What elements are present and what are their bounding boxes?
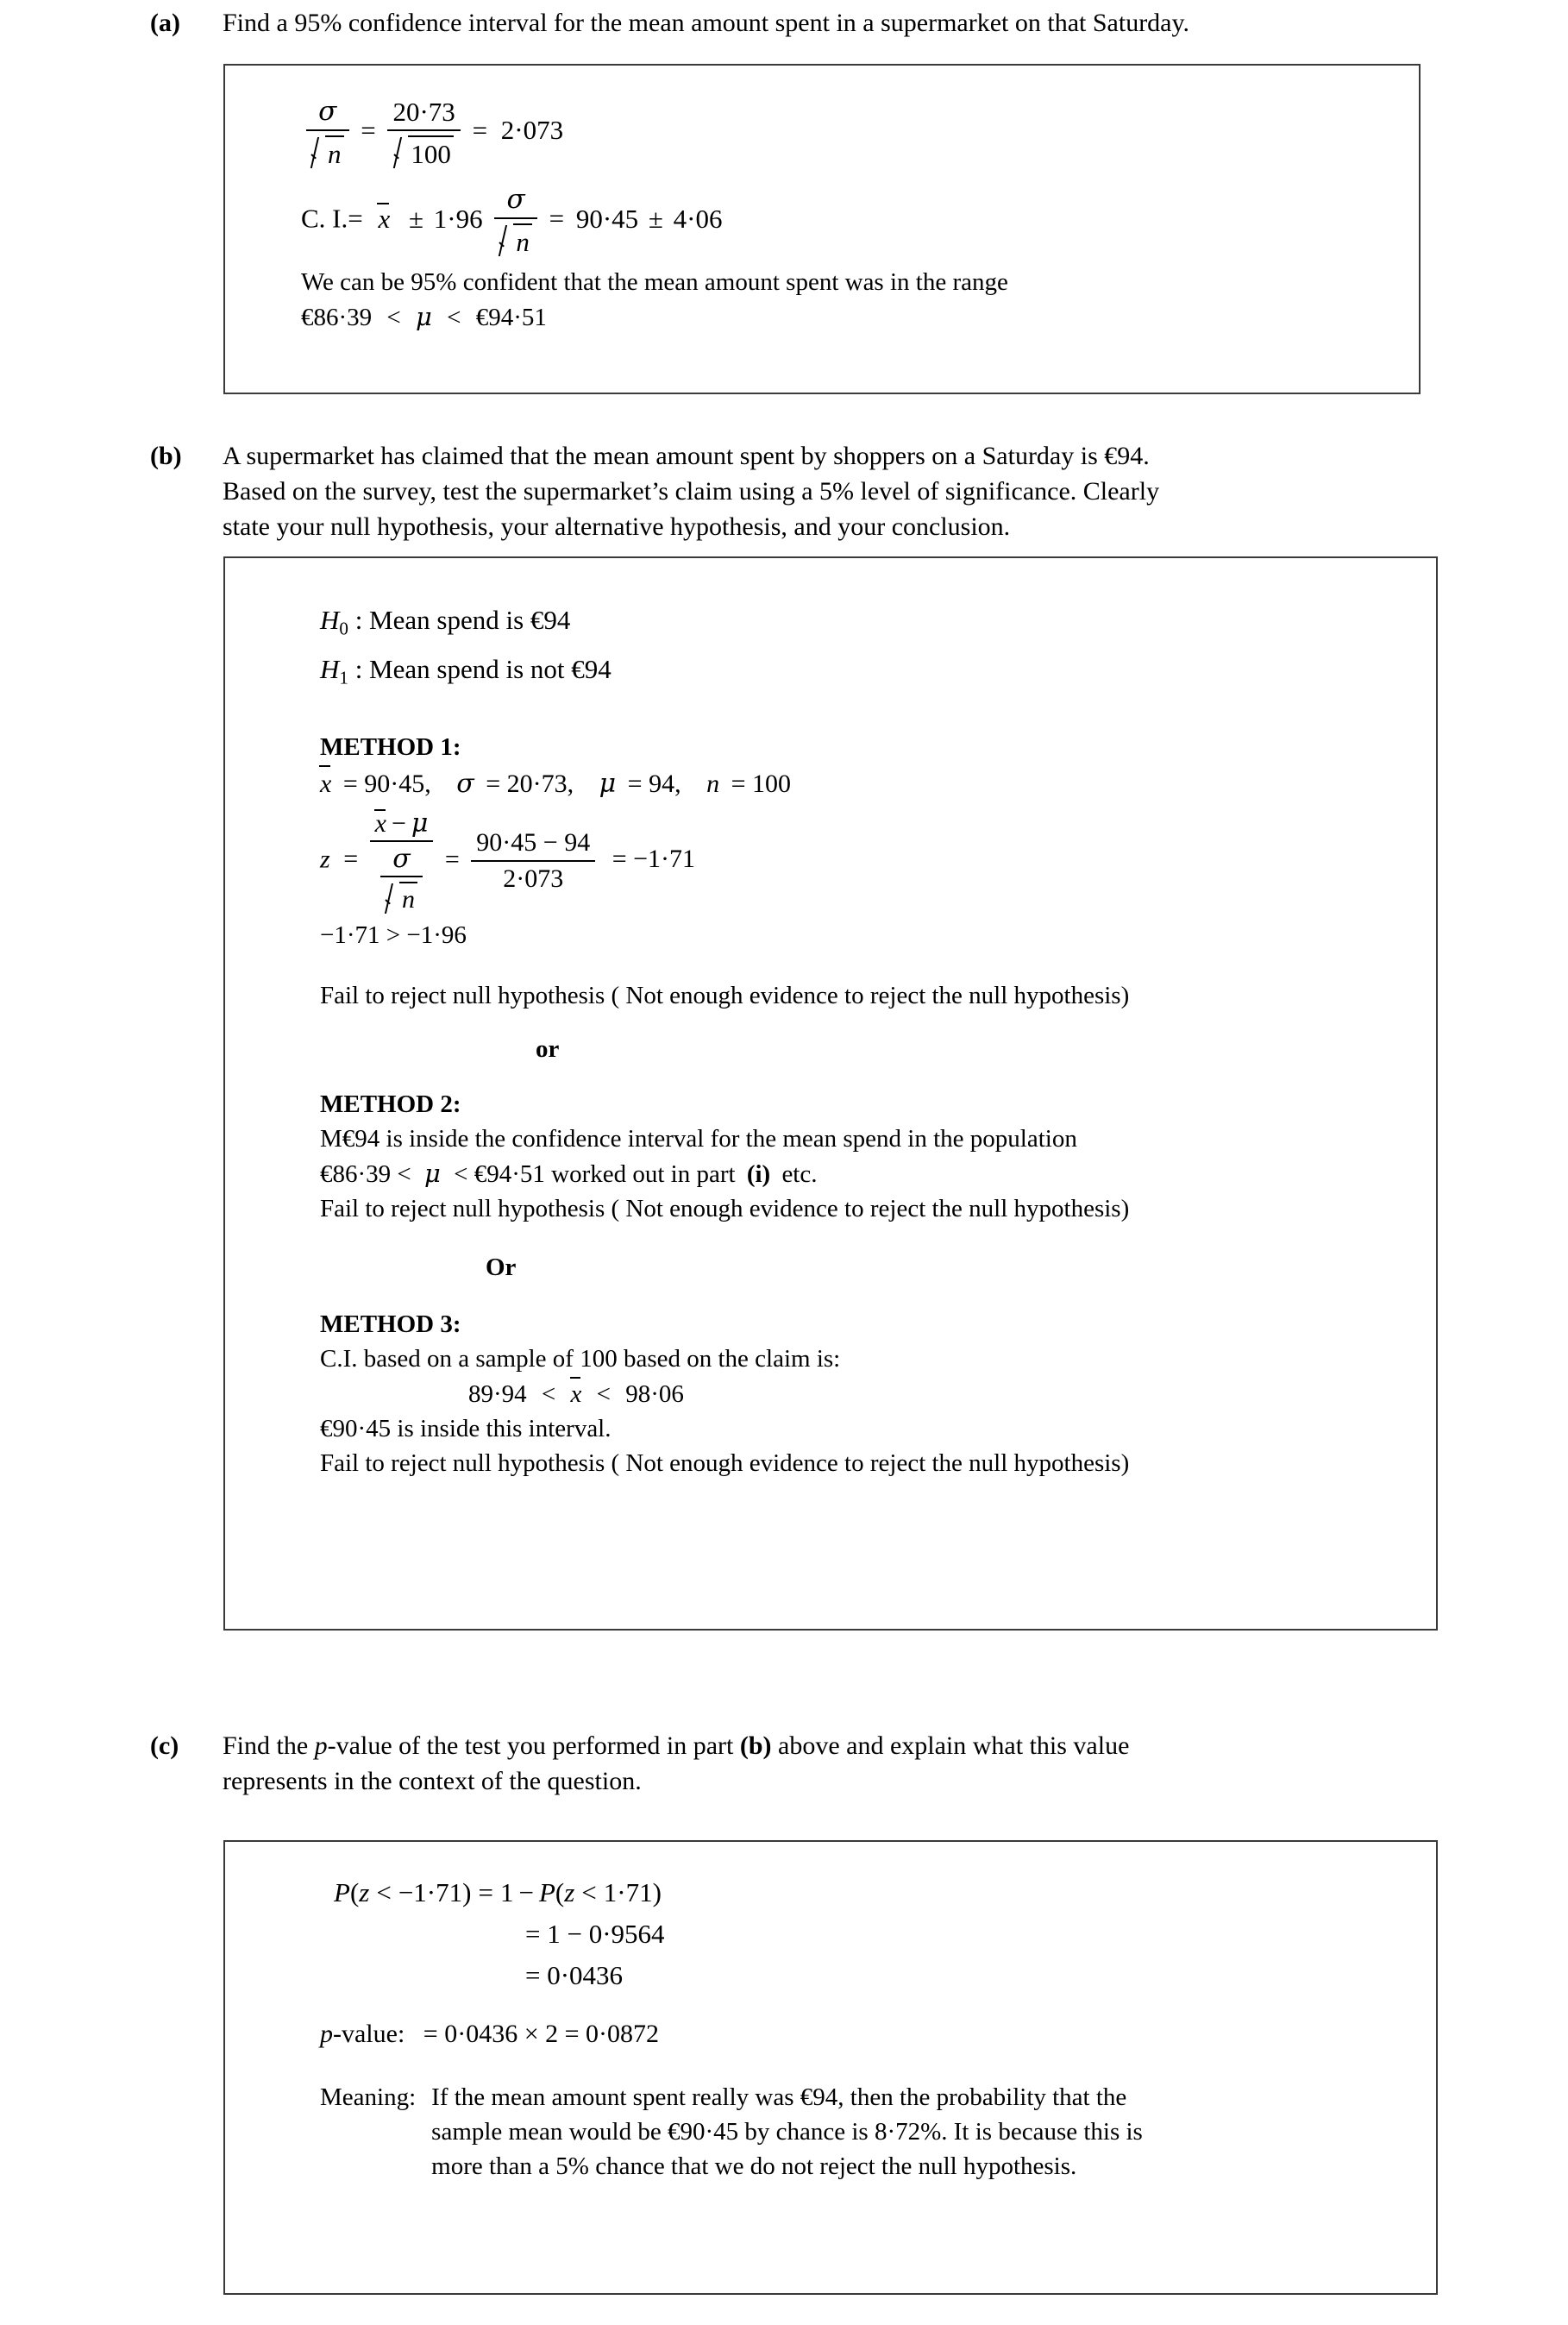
question-c-text	[223, 1728, 1129, 1799]
sqrt-n	[380, 877, 423, 915]
x-bar-symbol: x	[320, 764, 331, 803]
radicand-n: n	[513, 223, 532, 258]
question-c	[143, 1728, 1420, 1799]
question-c-line-1	[223, 1728, 1129, 1763]
close-paren-2: )	[652, 1877, 662, 1907]
method-2-interval-lower: €86·39 <	[320, 1160, 411, 1189]
sd-result: 2·073	[500, 115, 564, 146]
z-score-result: = −1·71	[612, 845, 696, 874]
radicand-n: n	[325, 135, 344, 170]
meaning-label: Meaning:	[320, 2083, 417, 2111]
mu-value: = 94,	[627, 769, 681, 798]
mu-symbol: μ	[424, 1159, 441, 1189]
h-subscript-0: 0	[339, 618, 348, 639]
sigma-symbol: σ	[380, 845, 423, 877]
z-symbol: z	[359, 1877, 370, 1907]
question-b-line-3: state your null hypothesis, your alternative hypothesis, and your conclusion.	[223, 512, 1011, 541]
sigma-symbol: σ	[494, 185, 537, 219]
less-than-2: <	[596, 1380, 612, 1409]
frac-sigma-over-sqrt-n-2	[494, 185, 537, 257]
method-3-lower-bound: 89·94	[468, 1380, 527, 1409]
meaning-line-3: more than a 5% chance that we do not reject the null hypothesis.	[431, 2152, 1077, 2180]
probability-line-3: = 0·0436	[525, 1960, 624, 1990]
answer-b-content	[225, 558, 1436, 1480]
sigma-symbol: σ	[306, 97, 349, 131]
method-2-interval-upper: < €94·51 worked out in part	[454, 1160, 736, 1189]
question-b-line-2: Based on the survey, test the supermarket’s claim using a 5% level of significance. Clearly	[223, 477, 1160, 506]
minus-1: −	[518, 1877, 534, 1907]
frac-2073-over-sqrt-100	[387, 97, 460, 169]
ci-label: C. I.=	[301, 203, 363, 234]
or-separator-2: Or	[486, 1254, 517, 1282]
interval-upper-bound: €94·51	[475, 303, 547, 331]
method-2-line-2	[320, 1156, 1436, 1191]
frac-sigma-over-sqrt-n	[306, 97, 349, 169]
answer-box-a	[223, 64, 1421, 394]
method-2-part-ref: (i)	[746, 1160, 771, 1189]
answer-box-c	[223, 1840, 1438, 2295]
interval-lower-bound: €86·39	[301, 303, 373, 331]
open-paren-1: (	[349, 1877, 360, 1907]
method-1-conclusion: Fail to reject null hypothesis ( Not enough evidence to reject the null hypothesis)	[320, 982, 1130, 1010]
spacer	[320, 1066, 1436, 1087]
z-numerator	[370, 808, 434, 843]
question-c-part-ref: (b)	[739, 1731, 772, 1760]
sd-numerator: 20·73	[387, 97, 460, 131]
question-a	[143, 5, 1420, 41]
mu-symbol: μ	[599, 768, 617, 799]
p-italic: p	[314, 1731, 328, 1760]
sqrt-n	[494, 219, 537, 258]
question-b-line-1: A supermarket has claimed that the mean amount spent by shoppers on a Saturday is €94.	[223, 442, 1150, 470]
radicand-n: n	[399, 882, 417, 915]
answer-a-content	[225, 66, 1419, 335]
question-c-prefix: Find the	[223, 1731, 315, 1760]
spacer	[320, 1013, 1436, 1032]
plus-minus-2: ±	[648, 203, 663, 234]
frac-sigma-over-sqrt-n-inner	[380, 845, 423, 914]
spacer	[320, 952, 1436, 978]
equals-z: =	[343, 845, 359, 874]
z-denominator	[370, 842, 434, 914]
method-2-conclusion: Fail to reject null hypothesis ( Not enough evidence to reject the null hypothesis)	[320, 1195, 1130, 1223]
spacer	[320, 1992, 1436, 2018]
spacer	[320, 1285, 1436, 1307]
method-2-line-1: M€94 is inside the confidence interval for the mean spend in the population	[320, 1125, 1077, 1153]
x-bar-symbol: x	[378, 203, 391, 234]
null-hypothesis-text: : Mean spend is €94	[354, 605, 571, 635]
method-2-title: METHOD 2:	[320, 1090, 461, 1119]
x-bar-symbol: x	[374, 808, 386, 838]
method-2-etc: etc.	[781, 1160, 818, 1189]
method-1-title: METHOD 1:	[320, 732, 461, 761]
frac-z-definition	[370, 808, 434, 915]
n-symbol: n	[706, 769, 720, 798]
sqrt-n	[306, 131, 349, 170]
mu-symbol: μ	[416, 301, 432, 331]
P-symbol: P	[334, 1877, 350, 1907]
h-subscript-1: 1	[339, 667, 348, 688]
question-c-suffix: above and explain what this value	[771, 1731, 1130, 1760]
question-c-mid: -value of the test you performed in part	[327, 1731, 740, 1760]
sqrt-icon	[499, 222, 532, 258]
equals-3: =	[549, 203, 565, 234]
meaning-line-1: If the mean amount spent really was €94, then the probability that the	[431, 2083, 1127, 2111]
probability-line-2: = 1 − 0·9564	[525, 1919, 665, 1949]
spacer	[301, 258, 1419, 265]
method-3-line-1: C.I. based on a sample of 100 based on the claim is:	[320, 1345, 841, 1373]
meaning-line-2: sample mean would be €90·45 by chance is 8·72%. It is because this is	[431, 2118, 1143, 2146]
z-numeric-denominator: 2·073	[503, 864, 564, 893]
z-symbol-2: z	[564, 1877, 575, 1907]
question-a-label: (a)	[150, 9, 180, 37]
sigma-value: = 20·73,	[486, 769, 574, 798]
radicand-100: 100	[408, 135, 454, 170]
z-upper-value: 1·71	[603, 1877, 653, 1907]
ci-centre: 90·45	[575, 203, 639, 234]
method-3-line-2: €90·45 is inside this interval.	[320, 1415, 612, 1443]
z-critical-value: 1·96	[433, 203, 483, 234]
question-c-line-2: represents in the context of the question.	[223, 1767, 642, 1795]
meaning-body	[431, 2080, 1143, 2184]
sqrt-icon	[394, 134, 454, 170]
question-b	[143, 438, 1420, 544]
answer-c-content	[225, 1842, 1436, 2184]
alternative-hypothesis	[320, 649, 1436, 698]
question-b-label: (b)	[150, 442, 182, 470]
sigma-symbol: σ	[456, 768, 474, 799]
plus-minus-1: ±	[409, 203, 424, 234]
z-score-formula	[320, 808, 1436, 915]
less-than-2: <	[581, 1877, 597, 1907]
or-separator-1: or	[536, 1035, 560, 1064]
null-hypothesis	[320, 600, 1436, 649]
equals-z-2: =	[444, 845, 460, 874]
less-than-1: <	[376, 1877, 392, 1907]
z-symbol: z	[320, 845, 330, 874]
question-a-text	[223, 5, 1189, 41]
conclusion-text-a: We can be 95% confident that the mean amount spent was in the range	[301, 267, 1008, 296]
ci-margin: 4·06	[673, 203, 723, 234]
p-value-expression: = 0·0436 × 2 = 0·0872	[423, 2020, 660, 2048]
less-than-1: <	[541, 1380, 556, 1409]
question-b-text	[223, 438, 1159, 544]
z-numeric-numerator: 90·45 − 94	[471, 828, 595, 862]
formula-standard-error	[301, 97, 1419, 169]
formula-confidence-interval	[301, 185, 1419, 257]
z-lower-value: −1·71	[398, 1877, 463, 1907]
alternative-hypothesis-text: : Mean spend is not €94	[354, 654, 612, 685]
h-symbol: H	[320, 605, 340, 635]
equals-1: =	[478, 1877, 493, 1907]
sqrt-100	[387, 131, 460, 170]
h-symbol: H	[320, 654, 340, 685]
P-symbol-2: P	[538, 1877, 555, 1907]
less-than-1: <	[386, 303, 401, 331]
minus-sign: −	[391, 808, 406, 838]
mu-symbol: μ	[411, 807, 429, 839]
spacer	[320, 699, 1436, 730]
interval-statement-a	[301, 299, 1419, 335]
less-than-2: <	[447, 303, 461, 331]
answer-box-b	[223, 556, 1438, 1631]
spacer	[320, 2051, 1436, 2080]
equals-1: =	[361, 115, 376, 146]
method-3-interval	[320, 1376, 1436, 1411]
close-paren-1: )	[462, 1877, 472, 1907]
sqrt-icon	[311, 134, 344, 170]
method-3-title: METHOD 3:	[320, 1310, 461, 1339]
frac-z-numeric	[471, 828, 595, 894]
one-1: 1	[499, 1877, 514, 1907]
sqrt-icon	[386, 880, 417, 915]
p-value-line	[320, 2018, 1436, 2051]
open-paren-2: (	[555, 1877, 565, 1907]
x-bar-value: = 90·45,	[342, 769, 431, 798]
method-3-upper-bound: 98·06	[625, 1380, 684, 1409]
z-comparison: −1·71 > −1·96	[320, 921, 467, 950]
question-c-label: (c)	[150, 1731, 179, 1760]
p-italic: p	[320, 2020, 333, 2048]
x-bar-symbol: x	[571, 1376, 582, 1411]
method-3-conclusion: Fail to reject null hypothesis ( Not enough evidence to reject the null hypothesis)	[320, 1449, 1130, 1478]
question-a-line: Find a 95% confidence interval for the mean amount spent in a supermarket on that Saturday.	[223, 9, 1190, 37]
equals-2: =	[472, 115, 488, 146]
method-1-given-values	[320, 764, 1436, 803]
probability-line-1	[320, 1876, 1436, 1909]
meaning-block	[320, 2080, 1436, 2184]
spacer	[301, 169, 1419, 185]
spacer	[320, 1226, 1436, 1250]
n-value: = 100	[731, 769, 791, 798]
p-value-label: -value:	[333, 2020, 405, 2048]
